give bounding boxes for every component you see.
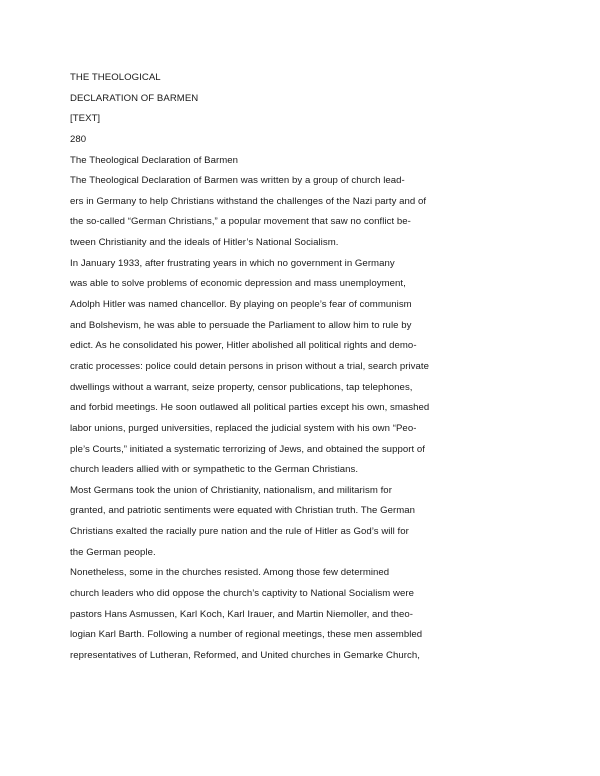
body-line: Adolph Hitler was named chancellor. By playing on people’s fear of communism [70, 299, 412, 311]
body-line: Nonetheless, some in the churches resisted. Among those few determined [70, 567, 390, 579]
body-line: church leaders who did oppose the church’s captivity to National Socialism were [70, 588, 414, 600]
body-line: and Bolshevism, he was able to persuade the Parliament to allow him to rule by [70, 319, 412, 331]
body-line: Most Germans took the union of Christianity, nationalism, and militarism for [70, 484, 392, 496]
body-line: Christians exalted the racially pure nation and the rule of Hitler as God’s will for [70, 526, 409, 538]
body-line: logian Karl Barth. Following a number of regional meetings, these men assembled [70, 629, 423, 641]
document-text [70, 68, 540, 667]
heading-line: THE THEOLOGICAL [70, 72, 161, 83]
body-line: In January 1933, after frustrating years in which no government in Germany [70, 257, 395, 269]
body-line: edict. As he consolidated his power, Hitler abolished all political rights and demo- [70, 340, 417, 352]
body-line: The Theological Declaration of Barmen was written by a group of church lead- [70, 175, 405, 187]
body-line: was able to solve problems of economic depression and mass unemployment, [70, 278, 406, 290]
body-line: the so-called “German Christians,” a popular movement that saw no conflict be- [70, 216, 411, 228]
body-line: ple’s Courts,” initiated a systematic terrorizing of Jews, and obtained the support of [70, 443, 426, 455]
body-line: pastors Hans Asmussen, Karl Koch, Karl Irauer, and Martin Niemoller, and theo- [70, 608, 414, 620]
body-line: labor unions, purged universities, replaced the judicial system with his own “Peo- [70, 422, 417, 434]
page-number: 280 [70, 133, 87, 145]
body-line: ers in Germany to help Christians withstand the challenges of the Nazi party and of [70, 195, 427, 207]
body-line: granted, and patriotic sentiments were equated with Christian truth. The German [70, 505, 416, 517]
body-line: and forbid meetings. He soon outlawed all political parties except his own, smashed [70, 402, 430, 414]
body-line: the German people. [70, 546, 156, 558]
body-line: tween Christianity and the ideals of Hitler’s National Socialism. [70, 237, 339, 249]
heading-line: DECLARATION OF BARMEN [70, 92, 199, 104]
body-line: cratic processes: police could detain persons in prison without a trial, search private [70, 360, 429, 372]
body-line: church leaders allied with or sympathetic to the German Christians. [70, 464, 359, 476]
body-line: representatives of Lutheran, Reformed, and United churches in Gemarke Church, [70, 649, 420, 661]
text-marker: [TEXT] [70, 113, 101, 125]
section-title: The Theological Declaration of Barmen [70, 154, 239, 166]
body-line: dwellings without a warrant, seize property, censor publications, tap telephones, [70, 381, 413, 393]
